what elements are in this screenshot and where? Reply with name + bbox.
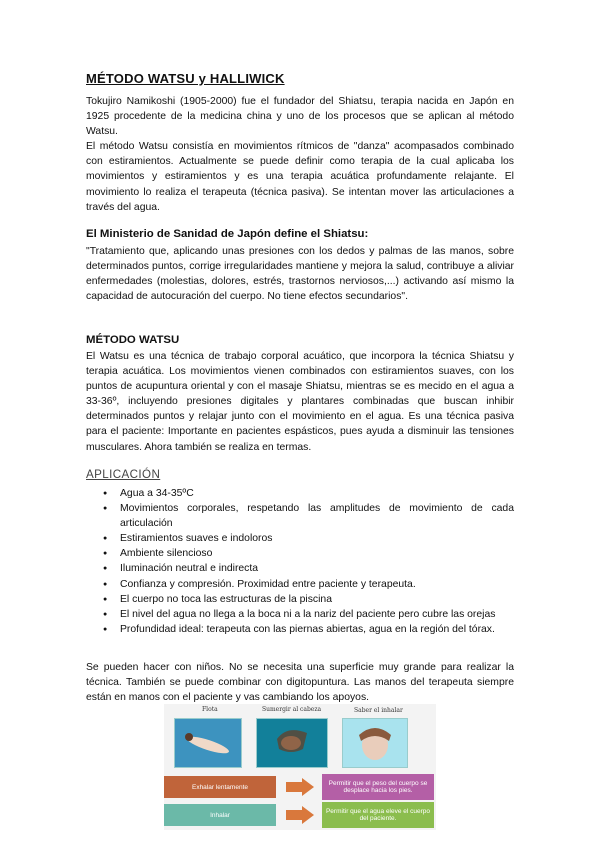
- intro-paragraph-2: El método Watsu consistía en movimientos rítmicos de "danza" acompasados combinado con estiramientos. Actualmente se puede definir como terapia de la cual aplicaba los movimientos y estiramientos y es una terapia acuática profundamente relajante. El movimiento lo realiza el terapeuta (técnica pasiva). Se intentan mover las articulaciones a través del agua.: [86, 141, 514, 213]
- intro-paragraph-1: Tokujiro Namikoshi (1905-2000) fue el fundador del Shiatsu, terapia nacida en Japón en 1925 procedente de la medicina china y uno de los procesos que se aplican al método Watsu.: [86, 96, 514, 138]
- arrow-right-icon: [286, 778, 314, 796]
- closing-paragraph: [86, 660, 514, 705]
- watsu-heading: MÉTODO WATSU: [86, 334, 180, 346]
- application-list: [86, 486, 514, 637]
- caption-inhale: Saber el inhalar: [354, 707, 403, 714]
- intro-section: [86, 94, 514, 215]
- closing-text: Se pueden hacer con niños. No se necesita una superficie muy grande para realizar la técnica. También se puede combinar con digitopuntura. Las manos del terapeuta siempre están en manos con el paciente y vas cambiando los apoyos.: [86, 662, 514, 704]
- watsu-description: [86, 349, 514, 455]
- list-item: ● Profundidad ideal: terapeuta con las piernas abiertas, agua en la región del tórax.: [86, 622, 514, 637]
- photo-submerge-image: [256, 718, 328, 768]
- list-item: ● Iluminación neutral e indirecta: [86, 561, 514, 576]
- inhale-step: Inhalar: [164, 804, 276, 826]
- ministry-quote: "Tratamiento que, aplicando unas presiones con los dedos y palmas de las manos, sobre determinados puntos, corrige irregularidades mantiene y mejora la salud, contribuye a aliviar enfermedades (molestias, dolores, estrés, trastornos nerviosos,...) activando así mismo la capacidad de autocuración del cuerpo. No tiene efectos secundarios".: [86, 246, 514, 303]
- arrow-right-icon: [286, 806, 314, 824]
- list-item: ● Confianza y compresión. Proximidad entre paciente y terapeuta.: [86, 577, 514, 592]
- exhale-result: Permitir que el peso del cuerpo se desplace hacia los pies.: [322, 774, 434, 800]
- list-item: ● Agua a 34-35ºC: [86, 486, 514, 501]
- inhale-result: Permitir que el agua eleve el cuerpo del paciente.: [322, 802, 434, 828]
- list-item: ● Movimientos corporales, respetando las amplitudes de movimiento de cada articulación: [86, 501, 514, 531]
- application-heading: APLICACIÓN: [86, 468, 161, 481]
- list-item: ● El cuerpo no toca las estructuras de la piscina: [86, 592, 514, 607]
- document-title: MÉTODO WATSU y HALLIWICK: [86, 71, 285, 86]
- caption-float: Flota: [202, 706, 218, 713]
- ministry-definition: [86, 244, 514, 304]
- ministry-heading: El Ministerio de Sanidad de Japón define el Shiatsu:: [86, 228, 369, 240]
- list-item: ● Estiramientos suaves e indoloros: [86, 531, 514, 546]
- list-item: ● Ambiente silencioso: [86, 546, 514, 561]
- watsu-paragraph: El Watsu es una técnica de trabajo corporal acuático, que incorpora la técnica Shiatsu y terapia acuática. Los movimientos vienen combinados con estiramientos suaves, con los puntos de acupuntura oriental y con el masaje Shiatsu, mientras se es mecido en el agua a 33-36º, incluyendo presiones digitales y plantares combinadas que buscan inhibir determinados puntos y relajar junto con el movimiento en el agua. Es una técnica pasiva para el paciente: Importante en pacientes espásticos, pues ayuda a disminuir las tensiones musculares. Ahora también se realiza en termas.: [86, 351, 514, 453]
- list-item: ● El nivel del agua no llega a la boca ni a la nariz del paciente pero cubre las orejas: [86, 607, 514, 622]
- watsu-figure: [164, 704, 436, 830]
- exhale-step: Exhalar lentamente: [164, 776, 276, 798]
- photo-inhale-image: [342, 718, 408, 768]
- photo-floating-image: [174, 718, 242, 768]
- caption-submerge: Sumergir al cabeza: [262, 706, 322, 713]
